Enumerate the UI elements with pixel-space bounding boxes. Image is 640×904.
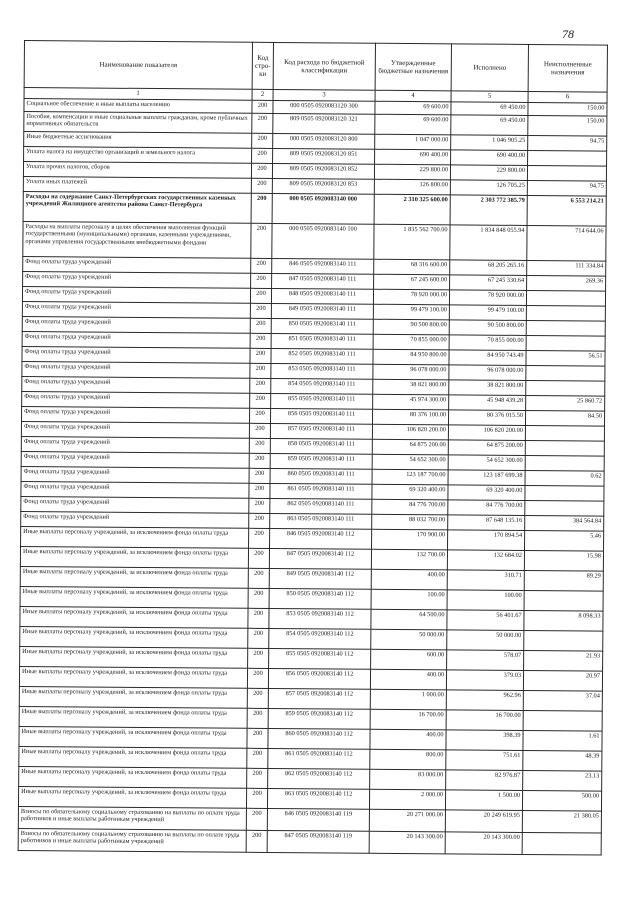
approved-amount-cell: 400.00 <box>370 669 446 690</box>
unexecuted-amount-cell: 48.39 <box>523 750 602 771</box>
budget-code-cell: 847 0505 0920083140 112 <box>269 548 371 569</box>
column-number: 2 <box>252 89 273 100</box>
unexecuted-amount-cell <box>526 320 605 336</box>
line-code-cell: 200 <box>252 133 273 148</box>
approved-amount-cell: 800.00 <box>370 749 446 770</box>
approved-amount-cell: 96 078 000.00 <box>373 364 449 380</box>
executed-amount-cell: 54 652 300.00 <box>448 455 525 471</box>
indicator-name-cell: Иные выплаты персоналу учреждений, за исключением фонда оплаты труда <box>20 606 248 628</box>
executed-amount-cell: 84 776 700.00 <box>448 500 525 516</box>
indicator-name-cell: Фонд оплаты труда учреждений <box>23 256 251 273</box>
executed-amount-cell: 45 948 439.28 <box>449 395 526 411</box>
line-code-cell: 200 <box>251 163 272 178</box>
executed-amount-cell: 69 450.00 <box>451 102 528 116</box>
indicator-name-cell: Иные выплаты персоналу учреждений, за исключением фонда оплаты труда <box>19 766 247 788</box>
unexecuted-amount-cell: 84.50 <box>525 410 604 426</box>
indicator-name-cell: Иные выплаты персоналу учреждений, за исключением фонда оплаты труда <box>21 526 249 548</box>
unexecuted-amount-cell <box>524 590 603 611</box>
budget-code-cell: 856 0505 0920083140 111 <box>270 408 372 424</box>
budget-code-cell: 859 0505 0920083140 111 <box>270 453 372 469</box>
line-code-cell: 200 <box>249 483 270 498</box>
approved-amount-cell: 68 316 600.00 <box>374 259 450 275</box>
unexecuted-amount-cell: 94.75 <box>528 135 607 151</box>
indicator-name-cell: Фонд оплаты труда учреждений <box>22 391 250 408</box>
approved-amount-cell: 2 310 325 600.00 <box>374 194 450 225</box>
unexecuted-amount-cell: 89.29 <box>524 570 603 591</box>
approved-amount-cell: 69 600.00 <box>375 114 451 135</box>
executed-amount-cell: 20 249 619.95 <box>445 810 522 833</box>
executed-amount-cell: 64 875 200.00 <box>448 440 525 456</box>
unexecuted-amount-cell <box>526 335 605 351</box>
indicator-name-cell: Фонд оплаты труда учреждений <box>21 436 249 453</box>
executed-amount-cell: 67 245 330.64 <box>450 275 527 291</box>
line-code-cell: 200 <box>247 768 268 788</box>
unexecuted-amount-cell <box>522 832 601 855</box>
line-code-cell: 200 <box>250 333 271 348</box>
header-executed: Исполнено <box>451 44 528 92</box>
line-code-cell: 200 <box>249 468 270 483</box>
executed-amount-cell: 78 920 000.00 <box>449 290 526 306</box>
indicator-name-cell: Фонд оплаты труда учреждений <box>21 496 249 513</box>
indicator-name-cell: Иные выплаты персоналу учреждений, за исключением фонда оплаты труда <box>20 626 248 648</box>
approved-amount-cell: 229 800.00 <box>374 164 450 180</box>
indicator-name-cell: Фонд оплаты труда учреждений <box>23 271 251 288</box>
budget-code-cell: 858 0505 0920083140 111 <box>270 438 372 454</box>
unexecuted-amount-cell: 94.75 <box>527 180 606 196</box>
column-number: 1 <box>24 88 252 101</box>
unexecuted-amount-cell: 500.00 <box>522 790 601 811</box>
unexecuted-amount-cell <box>526 290 605 306</box>
indicator-name-cell: Уплата налога на имущество организаций и земельного налога <box>24 147 252 164</box>
executed-amount-cell: 1 834 848 055.94 <box>450 225 527 261</box>
line-code-cell: 200 <box>250 318 271 333</box>
line-code-cell: 200 <box>249 513 270 528</box>
budget-code-cell: 809 0505 0920083120 853 <box>272 178 374 194</box>
unexecuted-amount-cell <box>526 365 605 381</box>
budget-code-cell: 848 0505 0920083140 111 <box>271 288 373 304</box>
line-code-cell: 200 <box>247 728 268 748</box>
unexecuted-amount-cell: 150.00 <box>528 102 607 116</box>
indicator-name-cell: Фонд оплаты труда учреждений <box>21 481 249 498</box>
header-budget-code: Код расхода по бюджетной классификации <box>273 42 375 90</box>
approved-amount-cell: 126 800.00 <box>374 179 450 195</box>
budget-code-cell: 846 0505 0920083140 112 <box>270 528 372 549</box>
budget-code-cell: 847 0505 0920083140 111 <box>272 273 374 289</box>
budget-code-cell: 852 0505 0920083140 111 <box>271 348 373 364</box>
executed-amount-cell: 69 320 400.00 <box>448 485 525 501</box>
executed-amount-cell: 132 684.02 <box>447 550 524 571</box>
executed-amount-cell: 70 855 000.00 <box>449 335 526 351</box>
table-row <box>23 221 606 261</box>
approved-amount-cell: 84 950 800.00 <box>373 349 449 365</box>
budget-code-cell: 000 0505 0920083140 100 <box>272 223 374 259</box>
approved-amount-cell: 38 821 800.00 <box>373 379 449 395</box>
line-code-cell: 200 <box>251 258 272 273</box>
approved-amount-cell: 16 700.00 <box>370 709 446 730</box>
indicator-name-cell: Иные бюджетные ассигнования <box>24 132 252 149</box>
approved-amount-cell: 45 974 300.00 <box>373 394 449 410</box>
approved-amount-cell: 70 855 000.00 <box>373 334 449 350</box>
approved-amount-cell: 80 376 100.00 <box>372 409 448 425</box>
executed-amount-cell: 100.00 <box>447 590 524 611</box>
approved-amount-cell: 100.00 <box>371 589 447 610</box>
approved-amount-cell: 132 700.00 <box>371 549 447 570</box>
unexecuted-amount-cell <box>528 150 607 166</box>
unexecuted-amount-cell <box>526 380 605 396</box>
budget-execution-table <box>18 40 608 856</box>
executed-amount-cell: 68 205 265.16 <box>450 260 527 276</box>
unexecuted-amount-cell <box>525 425 604 441</box>
line-code-cell: 200 <box>248 588 269 608</box>
indicator-name-cell: Фонд оплаты труда учреждений <box>22 331 250 348</box>
executed-amount-cell: 1 046 905.25 <box>451 135 528 151</box>
executed-amount-cell: 1 500.00 <box>445 790 522 811</box>
budget-code-cell: 850 0505 0920083140 112 <box>269 588 371 609</box>
line-code-cell: 200 <box>247 708 268 728</box>
line-code-cell: 200 <box>247 668 268 688</box>
approved-amount-cell: 1 047 000.00 <box>375 134 451 150</box>
indicator-name-cell: Фонд оплаты труда учреждений <box>22 286 250 303</box>
indicator-name-cell: Фонд оплаты труда учреждений <box>21 451 249 468</box>
approved-amount-cell: 84 776 700.00 <box>372 499 448 515</box>
approved-amount-cell: 690 400.00 <box>375 149 451 165</box>
budget-code-cell: 000 0505 0920083140 000 <box>272 193 374 224</box>
indicator-name-cell: Фонд оплаты труда учреждений <box>22 316 250 333</box>
line-code-cell: 200 <box>252 113 273 133</box>
header-line-code: Код стро-ки <box>252 42 273 89</box>
line-code-cell: 200 <box>246 830 267 852</box>
table-row <box>23 191 606 226</box>
unexecuted-amount-cell <box>525 485 604 501</box>
indicator-name-cell: Иные выплаты персоналу учреждений, за исключением фонда оплаты труда <box>20 646 248 668</box>
executed-amount-cell: 229 800.00 <box>450 165 527 181</box>
executed-amount-cell: 2 303 772 385.79 <box>450 195 527 226</box>
budget-code-cell: 859 0505 0920083140 112 <box>268 708 370 729</box>
line-code-cell: 200 <box>251 193 272 223</box>
budget-code-cell: 863 0505 0920083140 111 <box>270 513 372 529</box>
header-approved: Утвержденные бюджетные назначения <box>375 43 451 91</box>
budget-code-cell: 847 0505 0920083140 119 <box>267 830 369 853</box>
unexecuted-amount-cell: 56.51 <box>526 350 605 366</box>
indicator-name-cell: Фонд оплаты труда учреждений <box>21 466 249 483</box>
approved-amount-cell: 78 920 000.00 <box>373 289 449 305</box>
budget-code-cell: 849 0505 0920083140 111 <box>271 303 373 319</box>
approved-amount-cell: 88 032 700.00 <box>372 514 448 530</box>
executed-amount-cell: 56 401.67 <box>447 610 524 631</box>
unexecuted-amount-cell: 8 098.33 <box>524 610 603 631</box>
table-body <box>18 99 607 856</box>
unexecuted-amount-cell <box>525 440 604 456</box>
line-code-cell: 200 <box>250 303 271 318</box>
unexecuted-amount-cell <box>523 710 602 731</box>
executed-amount-cell: 38 821 800.00 <box>449 380 526 396</box>
line-code-cell: 200 <box>249 408 270 423</box>
indicator-name-cell: Иные выплаты персоналу учреждений, за исключением фонда оплаты труда <box>19 726 247 748</box>
unexecuted-amount-cell: 37.04 <box>523 690 602 711</box>
table-row <box>18 828 601 855</box>
approved-amount-cell: 64 875 200.00 <box>372 439 448 455</box>
indicator-name-cell: Взносы по обязательному социальному страхованию на выплаты по оплате труда работников и иные выплаты работникам учреждений <box>18 806 246 830</box>
indicator-name-cell: Иные выплаты персоналу учреждений, за исключением фонда оплаты труда <box>20 586 248 608</box>
executed-amount-cell: 20 143 300.00 <box>445 832 522 855</box>
table-header-row <box>24 41 607 93</box>
line-code-cell: 200 <box>251 178 272 193</box>
budget-code-cell: 846 0505 0920083140 119 <box>267 808 369 831</box>
approved-amount-cell: 67 245 600.00 <box>374 274 450 290</box>
executed-amount-cell: 398.39 <box>446 730 523 751</box>
approved-amount-cell: 400.00 <box>371 569 447 590</box>
executed-amount-cell: 16 700.00 <box>446 710 523 731</box>
line-code-cell: 200 <box>250 363 271 378</box>
executed-amount-cell: 50 000.00 <box>447 630 524 651</box>
budget-code-cell: 857 0505 0920083140 112 <box>268 688 370 709</box>
unexecuted-amount-cell: 21.93 <box>524 650 603 671</box>
executed-amount-cell: 69 450.00 <box>451 115 528 136</box>
unexecuted-amount-cell: 714 644.06 <box>527 225 606 261</box>
budget-code-cell: 850 0505 0920083140 111 <box>271 318 373 334</box>
line-code-cell: 200 <box>246 788 267 808</box>
line-code-cell: 200 <box>250 378 271 393</box>
executed-amount-cell: 310.71 <box>447 570 524 591</box>
unexecuted-amount-cell <box>524 630 603 651</box>
indicator-name-cell: Иные выплаты персоналу учреждений, за исключением фонда оплаты труда <box>20 546 248 568</box>
indicator-name-cell: Иные выплаты персоналу учреждений, за исключением фонда оплаты труда <box>20 566 248 588</box>
executed-amount-cell: 962.96 <box>446 690 523 711</box>
line-code-cell: 200 <box>251 273 272 288</box>
budget-code-cell: 849 0505 0920083140 112 <box>269 568 371 589</box>
column-number: 3 <box>273 89 375 101</box>
budget-code-cell: 862 0505 0920083140 112 <box>268 768 370 789</box>
line-code-cell: 200 <box>246 808 267 830</box>
approved-amount-cell: 83 000.00 <box>370 769 446 790</box>
unexecuted-amount-cell <box>526 305 605 321</box>
column-number: 5 <box>451 91 528 103</box>
unexecuted-amount-cell: 0.62 <box>525 470 604 486</box>
budget-code-cell: 000 0505 0920083120 800 <box>273 133 375 149</box>
unexecuted-amount-cell: 6 553 214.21 <box>527 195 606 226</box>
indicator-name-cell: Иные выплаты персоналу учреждений, за исключением фонда оплаты труда <box>19 706 247 728</box>
budget-code-cell: 855 0505 0920083140 111 <box>271 393 373 409</box>
indicator-name-cell: Фонд оплаты труда учреждений <box>21 421 249 438</box>
executed-amount-cell: 84 950 743.49 <box>449 350 526 366</box>
line-code-cell: 200 <box>249 528 270 548</box>
budget-code-cell: 860 0505 0920083140 111 <box>270 468 372 484</box>
budget-code-cell: 862 0505 0920083140 111 <box>270 498 372 514</box>
approved-amount-cell: 64 500.00 <box>371 609 447 630</box>
unexecuted-amount-cell: 5.46 <box>525 530 604 551</box>
indicator-name-cell: Социальное обеспечение и иные выплаты населению <box>24 99 252 114</box>
indicator-name-cell: Фонд оплаты труда учреждений <box>22 406 250 423</box>
line-code-cell: 200 <box>252 148 273 163</box>
indicator-name-cell: Иные выплаты персоналу учреждений, за исключением фонда оплаты труда <box>19 686 247 708</box>
unexecuted-amount-cell: 15.98 <box>524 550 603 571</box>
approved-amount-cell: 106 820 200.00 <box>372 424 448 440</box>
budget-code-cell: 000 0505 0920083120 300 <box>273 100 375 114</box>
line-code-cell: 200 <box>251 223 272 258</box>
line-code-cell: 200 <box>248 628 269 648</box>
executed-amount-cell: 379.03 <box>446 670 523 691</box>
budget-code-cell: 863 0505 0920083140 112 <box>267 788 369 809</box>
approved-amount-cell: 90 500 800.00 <box>373 319 449 335</box>
indicator-name-cell: Фонд оплаты труда учреждений <box>22 346 250 363</box>
indicator-name-cell: Фонд оплаты труда учреждений <box>22 301 250 318</box>
approved-amount-cell: 69 600.00 <box>375 101 451 115</box>
unexecuted-amount-cell: 21 380.05 <box>522 810 601 833</box>
executed-amount-cell: 80 376 015.50 <box>448 410 525 426</box>
line-code-cell: 200 <box>248 648 269 668</box>
column-number: 6 <box>528 91 607 103</box>
approved-amount-cell: 2 000.00 <box>369 789 445 810</box>
line-code-cell: 200 <box>250 288 271 303</box>
line-code-cell: 200 <box>250 348 271 363</box>
indicator-name-cell: Пособия, компенсации и иные социальные выплаты гражданам, кроме публичных нормативных обязательств <box>24 112 252 134</box>
executed-amount-cell: 87 648 135.16 <box>448 515 525 531</box>
line-code-cell: 200 <box>249 423 270 438</box>
executed-amount-cell: 126 705.25 <box>450 180 527 196</box>
executed-amount-cell: 690 400.00 <box>451 150 528 166</box>
budget-code-cell: 856 0505 0920083140 112 <box>268 668 370 689</box>
line-code-cell: 200 <box>249 498 270 513</box>
budget-code-cell: 860 0505 0920083140 112 <box>268 728 370 749</box>
budget-execution-table-sheet <box>18 40 607 856</box>
budget-code-cell: 853 0505 0920083140 112 <box>269 608 371 629</box>
approved-amount-cell: 170 900.00 <box>372 529 448 550</box>
line-code-cell: 200 <box>249 438 270 453</box>
approved-amount-cell: 69 320 400.00 <box>372 484 448 500</box>
budget-code-cell: 854 0505 0920083140 111 <box>271 378 373 394</box>
indicator-name-cell: Иные выплаты персоналу учреждений, за исключением фонда оплаты труда <box>18 786 246 808</box>
indicator-name-cell: Фонд оплаты труда учреждений <box>21 511 249 528</box>
budget-code-cell: 857 0505 0920083140 111 <box>270 423 372 439</box>
approved-amount-cell: 1 000.00 <box>370 689 446 710</box>
indicator-name-cell: Иные выплаты персоналу учреждений, за исключением фонда оплаты труда <box>19 666 247 688</box>
budget-code-cell: 846 0505 0920083140 111 <box>272 258 374 274</box>
executed-amount-cell: 751.61 <box>446 750 523 771</box>
approved-amount-cell: 1 835 562 700.00 <box>374 224 450 260</box>
budget-code-cell: 809 0505 0920083120 851 <box>273 148 375 164</box>
line-code-cell: 200 <box>248 548 269 568</box>
unexecuted-amount-cell: 150.00 <box>528 115 607 136</box>
executed-amount-cell: 578.07 <box>447 650 524 671</box>
executed-amount-cell: 96 078 000.00 <box>449 365 526 381</box>
indicator-name-cell: Расходы на содержание Санкт-Петербургских государственных казенных учреждений Жилищного агентства района Санкт-Петербурга <box>23 191 251 223</box>
indicator-name-cell: Уплата прочих налогов, сборов <box>23 162 251 179</box>
indicator-name-cell: Иные выплаты персоналу учреждений, за исключением фонда оплаты труда <box>19 746 247 768</box>
budget-code-cell: 861 0505 0920083140 111 <box>270 483 372 499</box>
executed-amount-cell: 106 820 200.00 <box>448 425 525 441</box>
unexecuted-amount-cell: 111 334.84 <box>527 260 606 276</box>
approved-amount-cell: 20 271 000.00 <box>369 809 445 832</box>
budget-code-cell: 809 0505 0920083120 321 <box>273 113 375 134</box>
approved-amount-cell: 20 143 300.00 <box>369 831 445 854</box>
line-code-cell: 200 <box>248 608 269 628</box>
approved-amount-cell: 54 652 300.00 <box>372 454 448 470</box>
unexecuted-amount-cell <box>525 500 604 516</box>
indicator-name-cell: Взносы по обязательному социальному страхованию на выплаты по оплате труда работников и иные выплаты работникам учреждений <box>18 828 246 852</box>
unexecuted-amount-cell: 20.97 <box>523 670 602 691</box>
page-number: 78 <box>562 27 574 41</box>
unexecuted-amount-cell <box>525 455 604 471</box>
executed-amount-cell: 99 479 100.00 <box>449 305 526 321</box>
line-code-cell: 200 <box>252 100 273 113</box>
line-code-cell: 200 <box>248 568 269 588</box>
indicator-name-cell: Фонд оплаты труда учреждений <box>22 376 250 393</box>
executed-amount-cell: 123 187 699.38 <box>448 470 525 486</box>
budget-code-cell: 851 0505 0920083140 111 <box>271 333 373 349</box>
budget-code-cell: 854 0505 0920083140 112 <box>269 628 371 649</box>
budget-code-cell: 853 0505 0920083140 111 <box>271 363 373 379</box>
executed-amount-cell: 90 500 800.00 <box>449 320 526 336</box>
indicator-name-cell: Уплата иных платежей <box>23 176 251 193</box>
unexecuted-amount-cell: 23.13 <box>523 770 602 791</box>
unexecuted-amount-cell: 1.61 <box>523 730 602 751</box>
unexecuted-amount-cell: 269.36 <box>527 275 606 291</box>
budget-code-cell: 861 0505 0920083140 112 <box>268 748 370 769</box>
approved-amount-cell: 50 000.00 <box>371 629 447 650</box>
header-unexecuted: Неисполненные назначения <box>528 44 607 92</box>
executed-amount-cell: 82 976.87 <box>446 770 523 791</box>
column-number: 4 <box>375 90 451 102</box>
line-code-cell: 200 <box>250 393 271 408</box>
line-code-cell: 200 <box>247 748 268 768</box>
approved-amount-cell: 123 187 700.00 <box>372 469 448 485</box>
line-code-cell: 200 <box>247 688 268 708</box>
budget-code-cell: 809 0505 0920083120 852 <box>272 163 374 179</box>
line-code-cell: 200 <box>249 453 270 468</box>
approved-amount-cell: 600.00 <box>371 649 447 670</box>
approved-amount-cell: 400.00 <box>370 729 446 750</box>
unexecuted-amount-cell: 25 860.72 <box>526 395 605 411</box>
budget-code-cell: 855 0505 0920083140 112 <box>269 648 371 669</box>
unexecuted-amount-cell: 384 564.84 <box>525 515 604 531</box>
header-indicator-name: Наименование показателя <box>24 41 252 90</box>
approved-amount-cell: 99 479 100.00 <box>373 304 449 320</box>
unexecuted-amount-cell <box>527 165 606 181</box>
indicator-name-cell: Расходы на выплаты персоналу в целях обеспечения выполнения функций государственными (муниципальными) органами, казенными учреждениями, органами управления государственными внебюджетными фондами <box>23 221 251 258</box>
indicator-name-cell: Фонд оплаты труда учреждений <box>22 361 250 378</box>
executed-amount-cell: 170 894.54 <box>448 530 525 551</box>
